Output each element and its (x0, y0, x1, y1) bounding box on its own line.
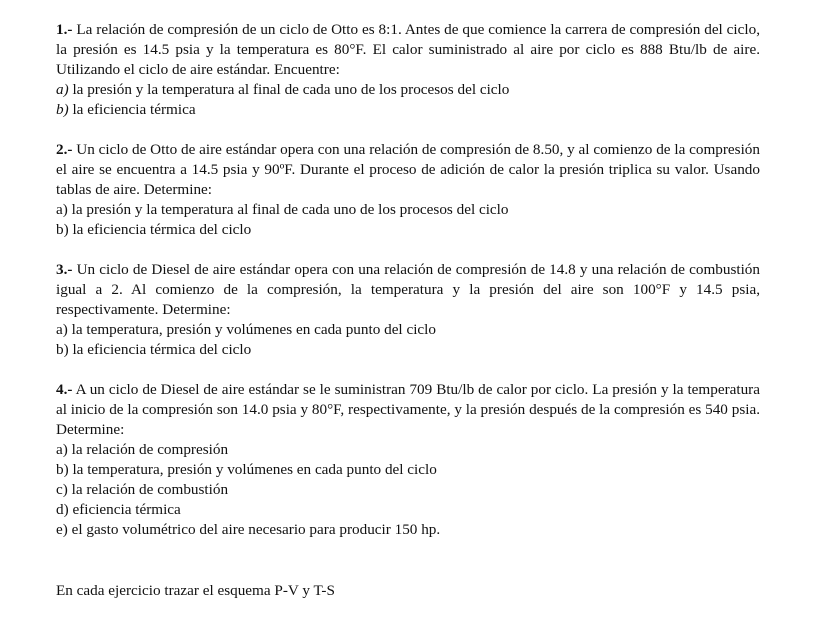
problem-text: Un ciclo de Otto de aire estándar opera con una relación de compresión de 8.50, y al comienzo de la compresión el aire se encuentra a 14.5 psia y 90ºF. Durante el proceso de adición de calor la presión triplica su valor. Usando tablas de aire. Determine: (56, 141, 760, 198)
problem-number: 3.- (56, 261, 73, 278)
list-item: a) la presión y la temperatura al final de cada uno de los procesos del ciclo (56, 201, 509, 218)
problem-text: Un ciclo de Diesel de aire estándar opera con una relación de compresión de 14.8 y una relación de combustión igual a 2. Al comienzo de la compresión, la temperatura y la presión del aire son 100°F y 14.5 psia, respectivamente. Determine: (56, 261, 760, 318)
list-item: a) la temperatura, presión y volúmenes en cada punto del ciclo (56, 321, 436, 338)
list-item: c) la relación de combustión (56, 481, 229, 498)
problem-2-statement (56, 140, 760, 200)
problem-3-items (56, 320, 760, 360)
problem-number: 4.- (56, 381, 73, 398)
item-letter: a) (56, 81, 69, 98)
item-letter: b) (56, 101, 69, 118)
list-item: b) la eficiencia térmica del ciclo (56, 221, 252, 238)
problem-4-statement (56, 380, 760, 440)
list-item: b) la temperatura, presión y volúmenes en cada punto del ciclo (56, 461, 437, 478)
list-item (56, 100, 760, 120)
problem-number: 2.- (56, 141, 73, 158)
problem-number: 1.- (56, 21, 73, 38)
list-item: b) la eficiencia térmica del ciclo (56, 341, 252, 358)
problem-1-items (56, 80, 760, 120)
problem-4-items (56, 440, 760, 540)
list-item (56, 80, 760, 100)
footer-instruction: En cada ejercicio trazar el esquema P-V y T-S (56, 582, 335, 599)
item-text: la presión y la temperatura al final de cada uno de los procesos del ciclo (72, 81, 510, 98)
document-body (56, 20, 760, 560)
list-item: e) el gasto volumétrico del aire necesario para producir 150 hp. (56, 521, 441, 538)
problem-1 (56, 20, 760, 120)
problem-1-statement (56, 20, 760, 80)
problem-text: La relación de compresión de un ciclo de Otto es 8:1. Antes de que comience la carrera de compresión del ciclo, la presión es 14.5 psia y la temperatura es 80°F. El calor suministrado al aire por ciclo es 888 Btu/lb de aire. Utilizando el ciclo de aire estándar. Encuentre: (56, 21, 760, 78)
problem-2 (56, 140, 760, 240)
problem-4 (56, 380, 760, 540)
list-item: a) la relación de compresión (56, 441, 229, 458)
problem-text: A un ciclo de Diesel de aire estándar se le suministran 709 Btu/lb de calor por ciclo. La presión y la temperatura al inicio de la compresión son 14.0 psia y 80°F, respectivamente, y la presión después de la compresión es 540 psia. Determine: (56, 381, 760, 438)
problem-3 (56, 260, 760, 360)
problem-3-statement (56, 260, 760, 320)
item-text: la eficiencia térmica (72, 101, 196, 118)
list-item: d) eficiencia térmica (56, 501, 181, 518)
problem-2-items (56, 200, 760, 240)
